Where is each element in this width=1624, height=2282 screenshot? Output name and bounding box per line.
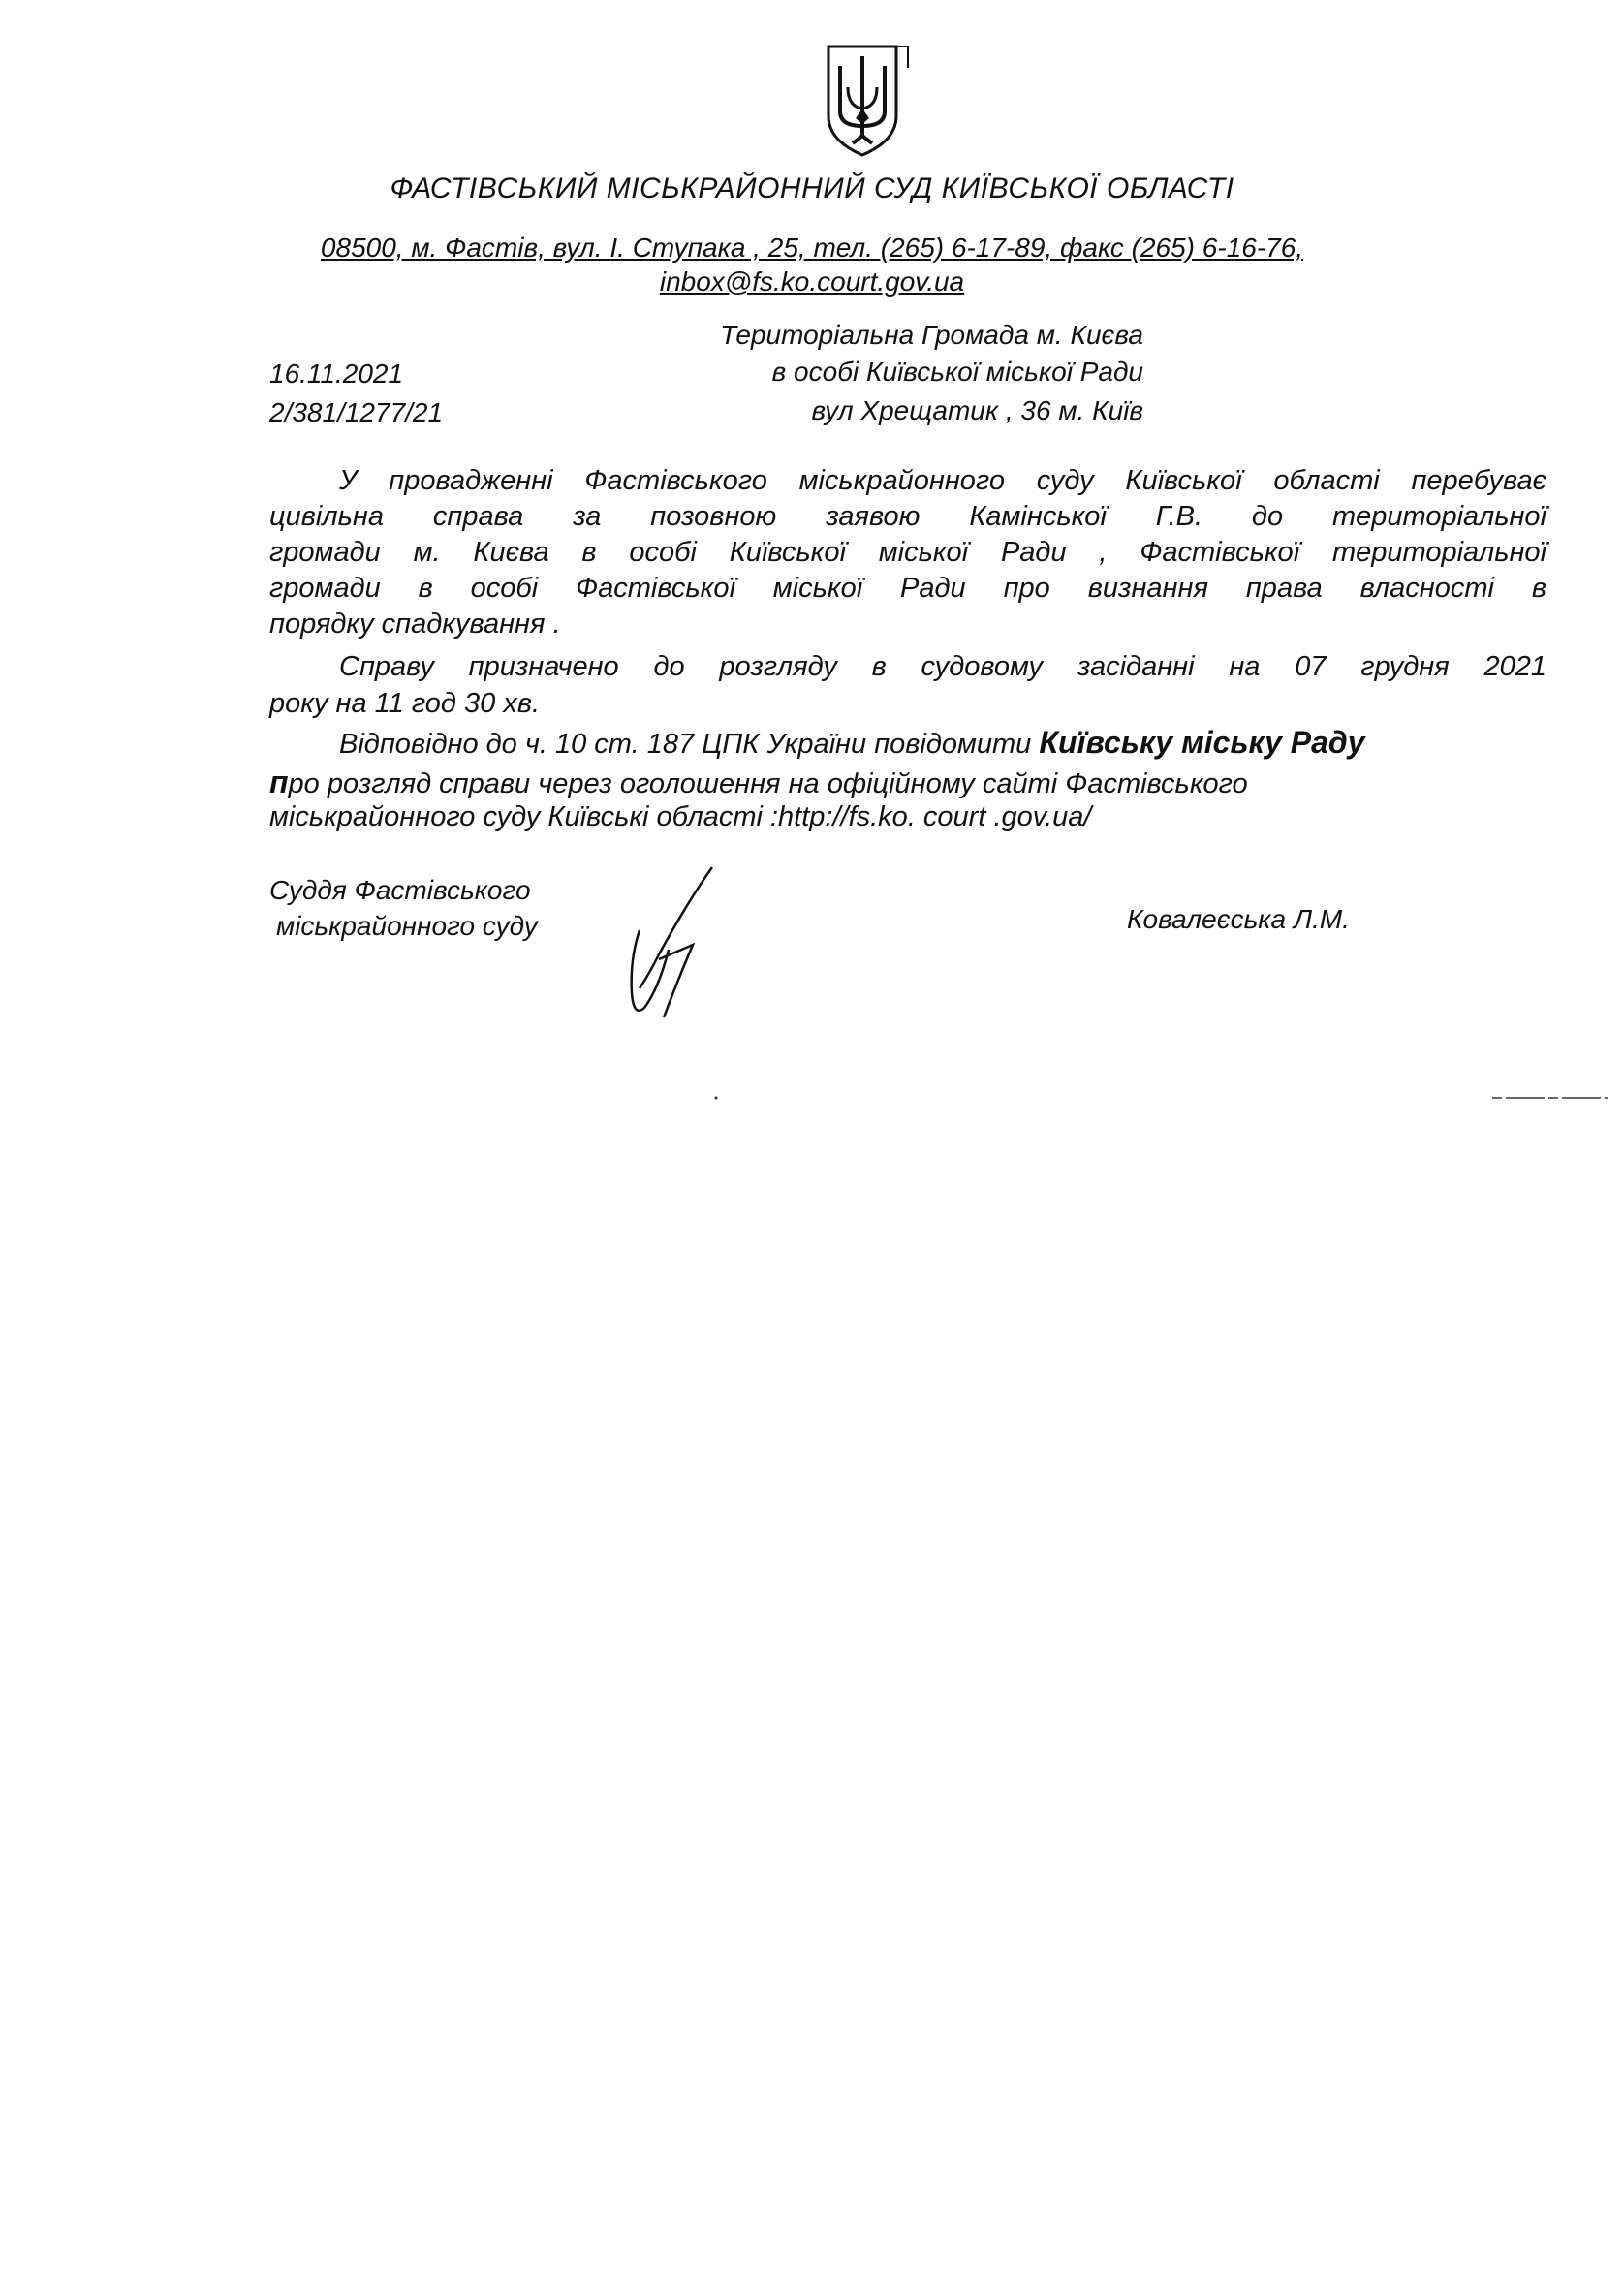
coat-of-arms-icon (819, 39, 916, 160)
body-p1-line-2: цивільна справа за позовною заявою Камінської Г.В. до територіальної (269, 501, 1546, 532)
judge-title-line-2: міськрайонного суду (276, 911, 538, 941)
body-p2-line-2: року на 11 год 30 хв. (269, 688, 541, 719)
court-address: 08500, м. Фастів, вул. І. Ступака , 25, тел. (265) 6-17-89, факс (265) 6-16-76, (320, 233, 1304, 263)
body-p3-line-2: про розгляд справи через оголошення на офіційному сайті Фастівського (269, 765, 1248, 799)
recipient-line-3: вул Хрещатик , 36 м. Київ (811, 395, 1143, 425)
document-number: 2/381/1277/21 (269, 397, 444, 427)
body-p1-line-4: громади в особі Фастівської міської Ради про визнання права власності в (269, 573, 1546, 604)
body-p2-line-1: Справу призначено до розгляду в судовому засіданні на 07 грудня 2021 (339, 651, 1546, 682)
judge-name: Ковалеєська Л.М. (1127, 904, 1350, 934)
body-p3-line-3: міськрайонного суду Київські області :http://fs.ko. court .gov.ua/ (269, 801, 1092, 832)
court-name: ФАСТІВСЬКИЙ МІСЬКРАЙОННИЙ СУД КИЇВСЬКОЇ ОБЛАСТІ (390, 172, 1234, 204)
scan-speck (713, 1095, 719, 1101)
document-date: 16.11.2021 (269, 359, 404, 389)
judge-title-line-1: Суддя Фастівського (269, 875, 531, 905)
court-email: inbox@fs.ko.court.gov.ua (659, 266, 965, 297)
body-p1-line-1: У провадженні Фастівського міськрайонного суду Київської області перебуває (339, 465, 1546, 496)
scan-line-mark (1492, 1095, 1608, 1101)
handwritten-signature (620, 862, 727, 1027)
body-p1-line-3: громади м. Києва в особі Київської міської Ради , Фастівської територіальної (269, 537, 1546, 568)
body-p1-last-line: порядку спадкування . (269, 609, 561, 640)
recipient-line-1: Територіальна Громада м. Києва (720, 320, 1143, 350)
body-p3-line-1: Відповідно до ч. 10 ст. 187 ЦПК України повідомити Київську міську Раду (339, 725, 1365, 760)
recipient-line-2: в особі Київської міської Ради (771, 357, 1143, 387)
notified-party: Київську міську Раду (1039, 725, 1365, 760)
